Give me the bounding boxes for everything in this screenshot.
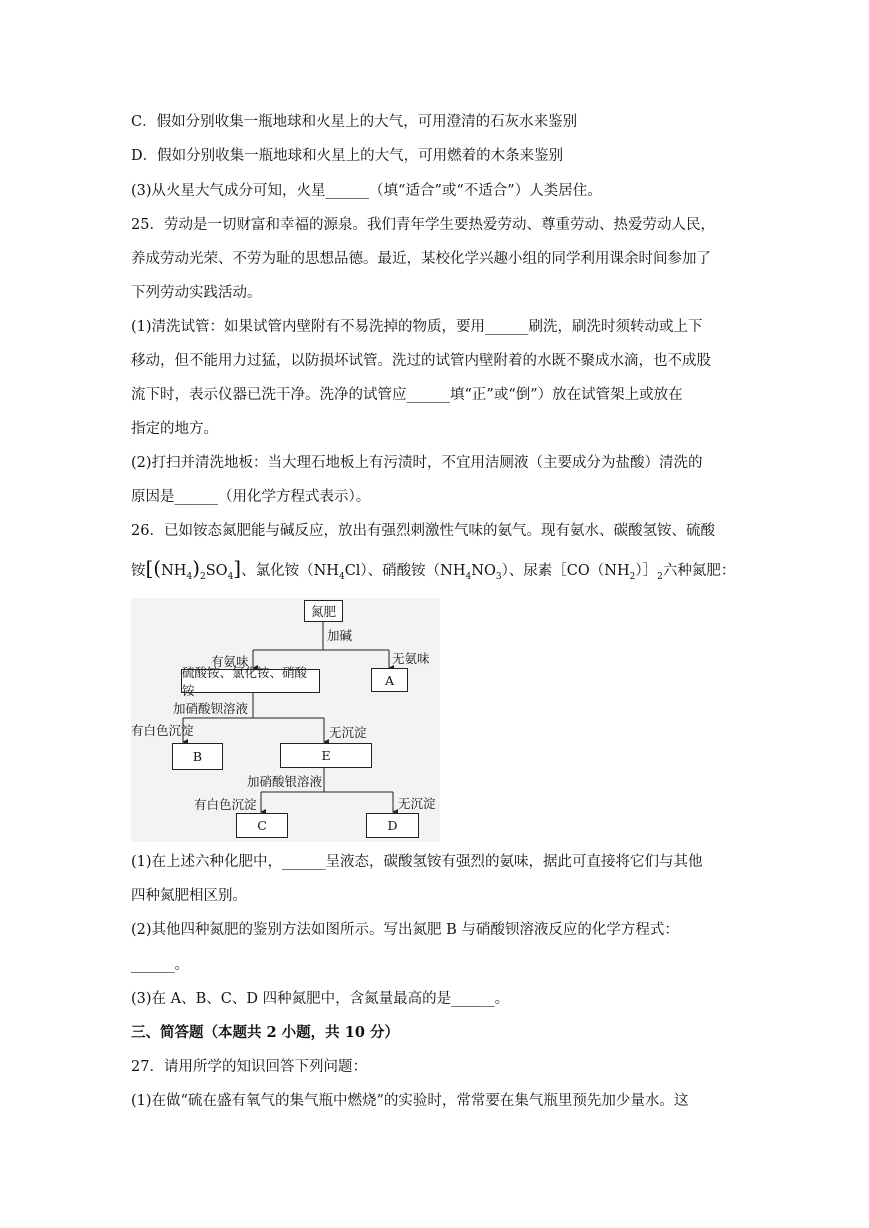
formula-sub: 3 — [495, 571, 502, 582]
label-no-ammonia: 无氨味 — [392, 651, 430, 666]
formula-sub: 4 — [465, 571, 472, 582]
line-q25-1c: 流下时，表示仪器已洗干净。洗净的试管应______填“正”或“倒”）放在试管架上或放在 — [131, 387, 683, 403]
line-q26-b — [131, 558, 735, 587]
line-q25-a: 25．劳动是一切财富和幸福的源泉。我们青年学生要热爱劳动、尊重劳动、热爱劳动人民， — [131, 217, 715, 233]
text-segment: ）、尿素［CO（NH — [501, 563, 630, 579]
formula-sub: 4 — [227, 571, 234, 582]
line-q26-3: (3)在 A、B、C、D 四种氮肥中，含氮量最高的是______。 — [131, 991, 510, 1007]
formula-sub: 4 — [186, 571, 193, 582]
line-q26-1a: (1)在上述六种化肥中，______呈液态，碳酸氢铵有强烈的氨味，据此可直接将它们与其他 — [131, 854, 703, 870]
label-no-precipitate-1: 无沉淀 — [329, 725, 367, 740]
text-segment: 、氯化铵（NH — [241, 563, 339, 579]
label-white-precipitate-1: 有白色沉淀 — [131, 723, 194, 738]
line-q25-b: 养成劳动光荣、不劳为耻的思想品德。最近，某校化学兴趣小组的同学利用课余时间参加了 — [131, 251, 711, 267]
line-q26-2b: ______。 — [131, 957, 189, 973]
text-segment: 铵 — [131, 563, 146, 579]
section-heading: 三、简答题（本题共 2 小题，共 10 分） — [131, 1024, 399, 1041]
box-d: D — [366, 813, 419, 838]
line-q25-1d: 指定的地方。 — [131, 421, 218, 437]
text-segment: NO — [471, 563, 496, 579]
identification-flowchart — [131, 598, 440, 842]
bracket-right: ] — [233, 556, 242, 580]
line-q27: 27．请用所学的知识回答下列问题： — [131, 1059, 367, 1075]
formula-nh: NH — [161, 563, 187, 579]
line-q25-1b: 移动，但不能用力过猛，以防损坏试管。洗过的试管内壁附着的水既不聚成水滴，也不成股 — [131, 353, 711, 369]
formula-sub: 2 — [200, 571, 206, 582]
flowchart-connectors — [131, 598, 440, 842]
line-q26-a: 26．已如铵态氮肥能与碱反应，放出有强烈刺激性气味的氨气。现有氨水、碳酸氢铵、硫酸 — [131, 523, 715, 539]
label-no-precipitate-2: 无沉淀 — [398, 796, 436, 811]
line-q26-2a: (2)其他四种氮肥的鉴别方法如图所示。写出氮肥 B 与硝酸钡溶液反应的化学方程式： — [131, 922, 679, 938]
text-segment: 六种氮肥： — [662, 563, 736, 579]
line-q26-1b: 四种氮肥相区别。 — [131, 888, 247, 904]
label-add-base: 加碱 — [327, 628, 353, 643]
formula-sub: 2 — [629, 571, 636, 582]
box-a: A — [371, 668, 408, 692]
line-q25-2a: (2)打扫并清洗地板：当大理石地板上有污渍时，不宜用洁厕液（主要成分为盐酸）清洗的 — [131, 455, 703, 471]
line-q27-1: (1)在做“硫在盛有氧气的集气瓶中燃烧”的实验时，常常要在集气瓶里预先加少量水。这 — [131, 1093, 689, 1109]
line-q25-c: 下列劳动实践活动。 — [131, 285, 262, 301]
bracket-paren: ) — [192, 556, 200, 580]
label-add-barium-nitrate: 加硝酸钡溶液 — [173, 701, 249, 716]
label-white-precipitate-2: 有白色沉淀 — [194, 797, 257, 812]
formula-so: SO — [205, 563, 228, 579]
line-q24-3: (3)从火星大气成分可知，火星______（填“适合”或“不适合”）人类居住。 — [131, 183, 602, 199]
formula-ammonium-sulfate — [145, 556, 242, 582]
box-c: C — [236, 813, 288, 838]
formula-sub: 4 — [338, 571, 345, 582]
bracket-left: [( — [145, 556, 162, 580]
text-segment: Cl）、硝酸铵（NH — [344, 563, 466, 579]
label-has-ammonia: 有氨味 — [211, 654, 249, 669]
line-d-option: D．假如分别收集一瓶地球和火星上的大气，可用燃着的木条来鉴别 — [131, 148, 564, 164]
line-q25-2b: 原因是______（用化学方程式表示）。 — [131, 489, 371, 505]
box-three-salts: 硫酸铵、氯化铵、硝酸铵 — [181, 669, 320, 693]
line-c-option: C．假如分别收集一瓶地球和火星上的大气，可用澄清的石灰水来鉴别 — [131, 114, 578, 130]
text-segment: ）］ — [635, 563, 658, 579]
label-add-silver-nitrate: 加硝酸银溶液 — [247, 774, 323, 789]
box-nitrogen-fertilizer: 氮肥 — [304, 600, 343, 622]
box-e: E — [280, 743, 372, 768]
formula-sub: 2 — [657, 571, 663, 582]
box-b: B — [172, 743, 223, 770]
line-q25-1a: (1)清洗试管：如果试管内壁附有不易洗掉的物质，要用______刷洗，刷洗时须转动或上下 — [131, 319, 703, 335]
